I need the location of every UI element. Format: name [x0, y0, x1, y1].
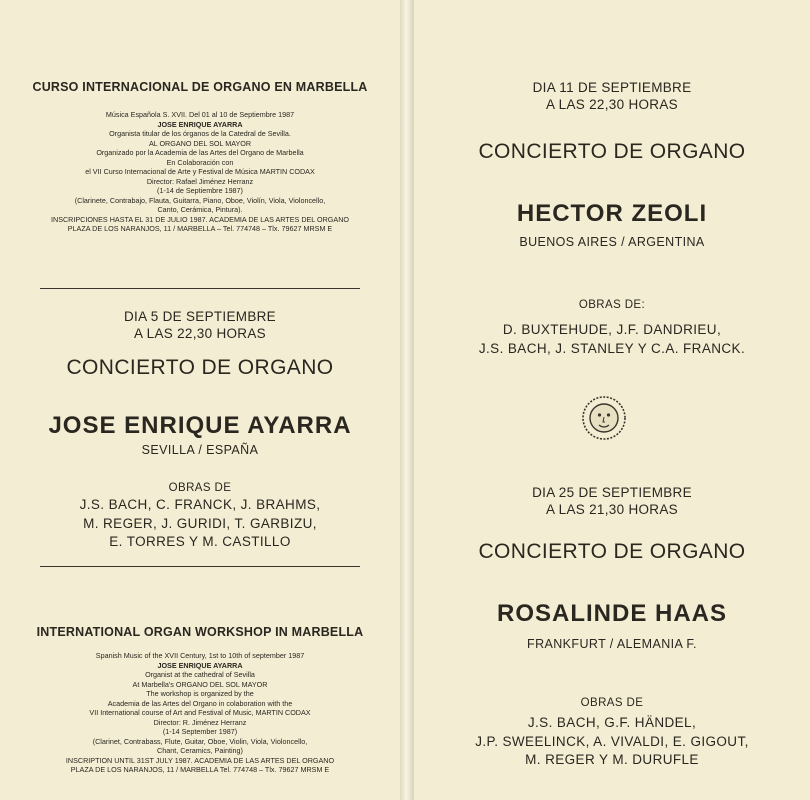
page-fold [400, 0, 414, 800]
concert-heading: CONCIERTO DE ORGANO [478, 140, 746, 163]
detail-line: PLAZA DE LOS NARANJOS, 11 / MARBELLA – Tel. 774748 – Tlx. 79627 MRSM E [67, 224, 333, 233]
sun-face-emblem-icon [581, 395, 627, 441]
detail-line: The workshop is organized by the [146, 689, 254, 698]
concert-date: DIA 25 DE SEPTIEMBRE [532, 485, 692, 500]
detail-line: (1-14 de Septiembre 1987) [157, 186, 243, 195]
performer-city: BUENOS AIRES / ARGENTINA [519, 235, 705, 249]
works-list [414, 321, 810, 358]
concert-time: A LAS 22,30 HORAS [546, 97, 678, 112]
detail-line: PLAZA DE LOS NARANJOS, 11 / MARBELLA Tel. 774748 – Tlx. 79627 MRSM E [70, 765, 330, 774]
works-line: J.S. BACH, J. STANLEY Y C.A. FRANCK. [478, 340, 746, 356]
works-line: M. REGER Y M. DURUFLE [525, 752, 699, 767]
concert-time: A LAS 21,30 HORAS [546, 502, 678, 517]
works-title: OBRAS DE [580, 697, 644, 709]
detail-line: (1-14 September 1987) [162, 727, 238, 736]
works-title: OBRAS DE [168, 482, 232, 494]
detail-line: Organista titular de los órganos de la Catedral de Sevilla. [109, 129, 291, 138]
performer-city: SEVILLA / ESPAÑA [141, 443, 259, 457]
divider-top [40, 288, 360, 289]
detail-line: Música Española S. XVII. Del 01 al 10 de Septiembre 1987 [105, 110, 295, 119]
performer-name: JOSE ENRIQUE AYARRA [48, 412, 352, 439]
works-list [414, 714, 810, 770]
detail-line: Organist at the cathedral of Sevilla [145, 670, 255, 679]
performer-name: HECTOR ZEOLI [516, 200, 708, 227]
detail-line: Director: Rafael Jiménez Herranz [146, 176, 254, 186]
performer-city: FRANKFURT / ALEMANIA F. [527, 637, 697, 651]
detail-line: Organizado por la Academia de las Artes del Organo de Marbella [96, 148, 304, 157]
detail-line: VII International course of Art and Festival of Music, MARTIN CODAX [89, 708, 311, 717]
detail-line: Spanish Music of the XVII Century, 1st to 10th of september 1987 [95, 651, 305, 660]
spanish-course-details [0, 110, 400, 234]
works-line: D. BUXTEHUDE, J.F. DANDRIEU, [502, 322, 722, 337]
detail-line: Director: R. Jiménez Herranz [153, 717, 247, 727]
concert-date: DIA 11 DE SEPTIEMBRE [532, 80, 692, 95]
works-line: E. TORRES Y M. CASTILLO [109, 534, 291, 549]
right-panel [414, 0, 810, 800]
left-panel [0, 0, 400, 800]
detail-line: En Colaboración con [166, 157, 234, 167]
detail-line: At Marbella's ORGANO DEL SOL MAYOR [132, 679, 268, 689]
detail-line: (Clarinet, Contrabass, Flute, Guitar, Oboe, Violin, Viola, Violoncello, [92, 736, 308, 746]
detail-line: Academia de las Artes del Organo in colaboration with the [107, 698, 293, 708]
works-line: M. REGER, J. GURIDI, T. GARBIZU, [83, 515, 317, 531]
performer-name: ROSALINDE HAAS [496, 600, 727, 627]
detail-line: el VII Curso Internacional de Arte y Festival de Música MARTIN CODAX [85, 167, 315, 176]
divider-bottom [40, 566, 360, 567]
concert-heading: CONCIERTO DE ORGANO [478, 540, 746, 563]
detail-line: Chant, Ceramics, Painting) [157, 746, 243, 755]
detail-line: AL ORGANO DEL SOL MAYOR [148, 138, 252, 148]
spanish-course-title: CURSO INTERNACIONAL DE ORGANO EN MARBELLA [32, 80, 368, 94]
works-list [0, 496, 400, 552]
works-title: OBRAS DE: [578, 299, 646, 311]
english-workshop-title: INTERNATIONAL ORGAN WORKSHOP IN MARBELLA [36, 625, 364, 639]
concert-date: DIA 5 DE SEPTIEMBRE [124, 309, 276, 324]
works-line: J.S. BACH, C. FRANCK, J. BRAHMS, [79, 497, 321, 512]
detail-line: INSCRIPCIONES HASTA EL 31 DE JULIO 1987. ACADEMIA DE LAS ARTES DEL ORGANO [51, 214, 349, 224]
detail-line: (Clarinete, Contrabajo, Flauta, Guitarra, Piano, Oboe, Violín, Viola, Violoncello, [74, 195, 326, 205]
detail-line: INSCRIPTION UNTIL 31ST JULY 1987. ACADEMIA DE LAS ARTES DEL ORGANO [65, 755, 335, 765]
concert-time: A LAS 22,30 HORAS [134, 326, 266, 341]
concert-heading: CONCIERTO DE ORGANO [66, 356, 334, 379]
detail-line: JOSE ENRIQUE AYARRA [157, 660, 243, 670]
detail-line: Canto, Cerámica, Pintura). [157, 205, 243, 214]
works-line: J.P. SWEELINCK, A. VIVALDI, E. GIGOUT, [475, 733, 749, 749]
detail-line: JOSE ENRIQUE AYARRA [157, 119, 243, 129]
works-line: J.S. BACH, G.F. HÄNDEL, [527, 715, 697, 730]
english-workshop-details [0, 651, 400, 775]
